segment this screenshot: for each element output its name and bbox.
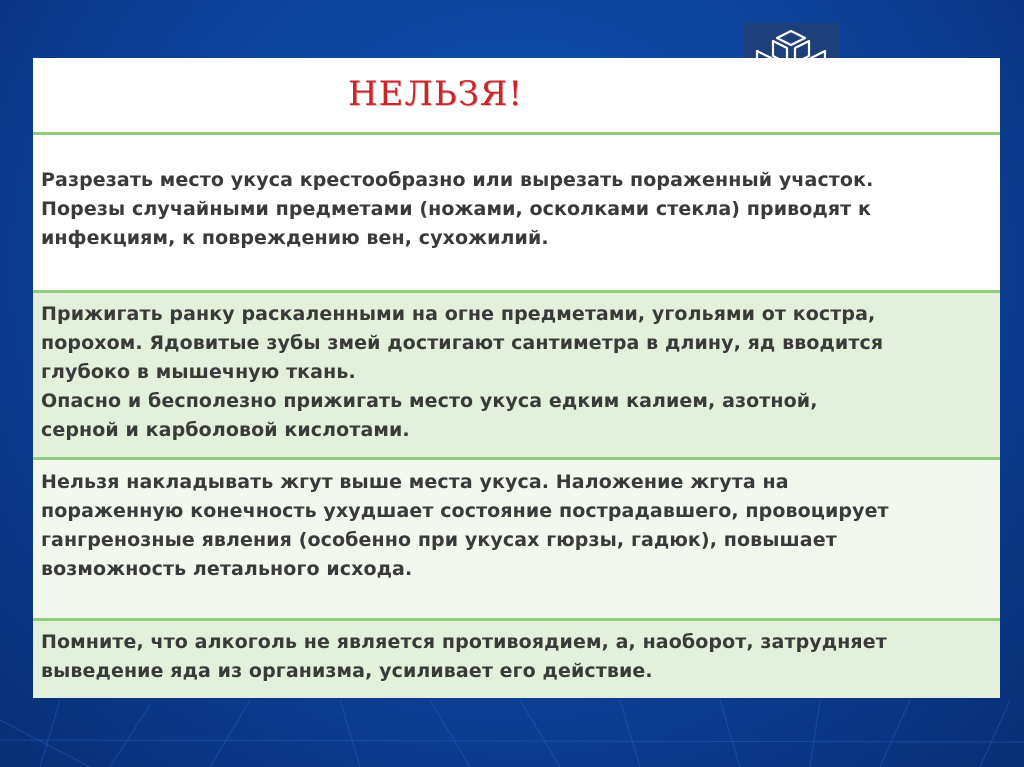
section-incision-line-2: Порезы случайными предметами (ножами, осколками стекла) приводят к [41,198,871,220]
content-card [33,58,1000,698]
section-alcohol-line-2: выведение яда из организма, усиливает его действие. [41,660,653,682]
section-tourniquet-line-2: пораженную конечность ухудшает состояние пострадавшего, провоцирует [41,500,889,522]
section-cauterize [33,293,1000,457]
section-alcohol [33,621,1000,698]
section-incision-line-1: Разрезать место укуса крестообразно или вырезать пораженный участок. [41,169,874,191]
section-cauterize-line-4: Опасно и бесполезно прижигать место укуса едким калием, азотной, [41,390,818,412]
section-tourniquet-line-3: гангренозные явления (особенно при укусах гюрзы, гадюк), повышает [41,529,837,551]
section-cauterize-line-2: порохом. Ядовитые зубы змей достигают сантиметра в длину, яд вводится [41,332,884,354]
section-incision [33,135,1000,290]
section-tourniquet-line-4: возможность летального исхода. [41,558,413,580]
section-cauterize-line-5: серной и карболовой кислотами. [41,419,410,441]
section-tourniquet-line-1: Нельзя накладывать жгут выше места укуса. Наложение жгута на [41,471,789,493]
section-cauterize-line-3: глубоко в мышечную ткань. [41,361,356,383]
section-alcohol-line-1: Помните, что алкоголь не является противоядием, а, наоборот, затрудняет [41,631,887,653]
section-incision-line-3: инфекциям, к повреждению вен, сухожилий. [41,227,549,249]
slide-title: НЕЛЬЗЯ! [348,74,524,114]
section-cauterize-line-1: Прижигать ранку раскаленными на огне предметами, угольями от костра, [41,303,876,325]
section-tourniquet [33,460,1000,618]
title-area [33,58,1000,134]
